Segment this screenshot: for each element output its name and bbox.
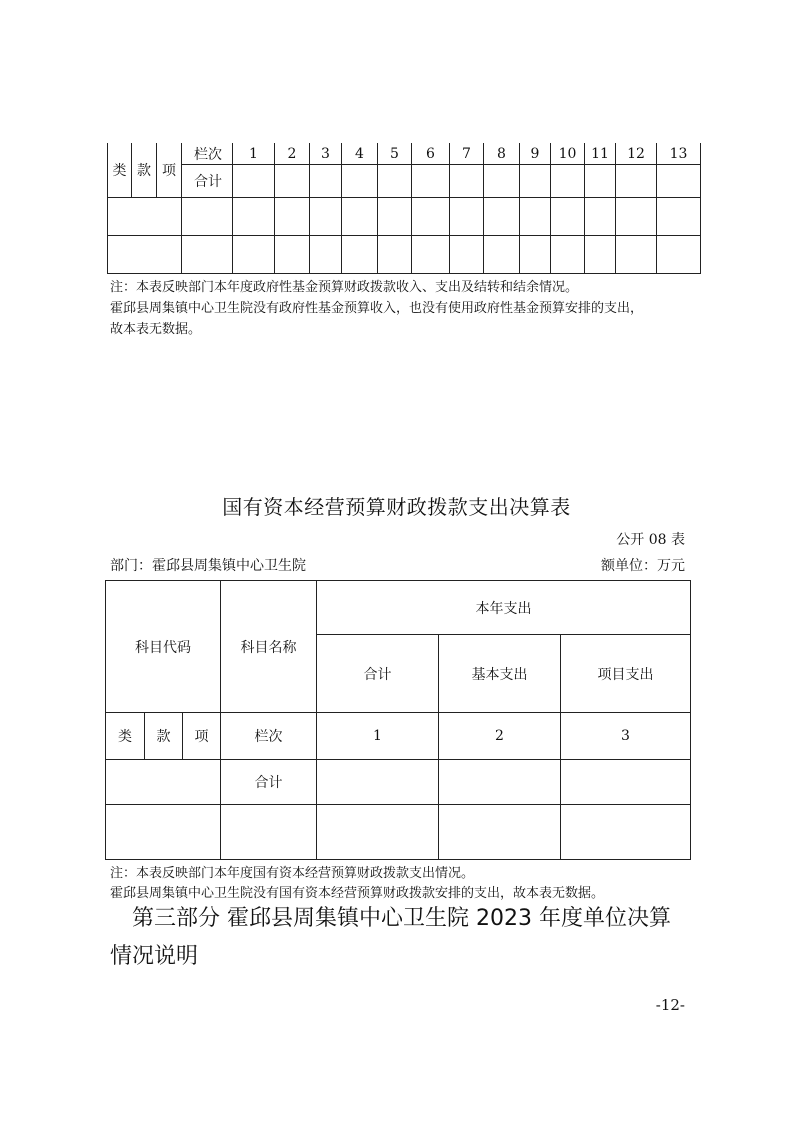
column-index: 10 xyxy=(551,143,585,165)
table-row xyxy=(108,236,701,274)
table-cell xyxy=(378,198,412,236)
section-heading-line: 第三部分 霍邱县周集镇中心卫生院 2023 年度单位决算 xyxy=(132,906,671,931)
table-cell xyxy=(275,236,310,274)
row-header-kuan: 款 xyxy=(132,143,157,198)
table-row xyxy=(108,198,701,236)
table-cell xyxy=(616,198,657,236)
column-index-label: 栏次 xyxy=(221,713,317,760)
table-cell xyxy=(310,236,342,274)
government-fund-table xyxy=(107,143,701,274)
table-cell xyxy=(317,760,439,805)
department-label: 部门：霍邱县周集镇中心卫生院 xyxy=(110,558,306,574)
table-cell xyxy=(520,236,551,274)
column-index: 12 xyxy=(616,143,657,165)
table-cell xyxy=(182,198,233,236)
note-line: 故本表无数据。 xyxy=(110,322,202,337)
table-cell xyxy=(378,165,412,198)
column-index: 3 xyxy=(561,713,691,760)
table-cell xyxy=(342,198,378,236)
table-cell xyxy=(585,165,616,198)
table-cell xyxy=(561,805,691,860)
table-cell xyxy=(317,805,439,860)
table-cell xyxy=(439,805,561,860)
annual-expenditure-header: 本年支出 xyxy=(317,581,691,635)
table-title: 国有资本经营预算财政拨款支出决算表 xyxy=(222,495,571,519)
table-cell xyxy=(551,236,585,274)
project-expenditure-header: 项目支出 xyxy=(561,635,691,713)
table-cell xyxy=(221,805,317,860)
row-header-xiang: 项 xyxy=(183,713,221,760)
table-row xyxy=(106,760,691,805)
table-cell xyxy=(275,165,310,198)
row-header-kuan: 款 xyxy=(145,713,183,760)
table-cell xyxy=(616,165,657,198)
column-index: 2 xyxy=(275,143,310,165)
table-cell xyxy=(585,236,616,274)
basic-expenditure-header: 基本支出 xyxy=(439,635,561,713)
table-cell xyxy=(233,198,275,236)
note-line: 霍邱县周集镇中心卫生院没有国有资本经营预算财政拨款安排的支出，故本表无数据。 xyxy=(110,886,605,901)
row-header-lei: 类 xyxy=(108,143,132,198)
total-label: 合计 xyxy=(221,760,317,805)
table-cell xyxy=(520,198,551,236)
table-cell xyxy=(412,165,450,198)
section-heading xyxy=(110,900,710,976)
note-line: 霍邱县周集镇中心卫生院没有政府性基金预算收入，也没有使用政府性基金预算安排的支出， xyxy=(110,301,644,316)
table-cell xyxy=(342,236,378,274)
column-index: 1 xyxy=(317,713,439,760)
table-cell xyxy=(108,198,182,236)
unit-label: 额单位：万元 xyxy=(601,558,685,574)
table-cell xyxy=(484,198,520,236)
table-cell xyxy=(310,198,342,236)
total-label: 合计 xyxy=(182,165,233,198)
note-line: 注：本表反映部门本年度政府性基金预算财政拨款收入、支出及结转和结余情况。 xyxy=(110,280,579,295)
table-cell xyxy=(106,760,221,805)
table-cell xyxy=(275,198,310,236)
table-cell xyxy=(657,236,701,274)
column-index: 9 xyxy=(520,143,551,165)
table-cell xyxy=(233,236,275,274)
table-cell xyxy=(182,236,233,274)
row-header-lei: 类 xyxy=(106,713,145,760)
column-index: 7 xyxy=(450,143,484,165)
column-index: 11 xyxy=(585,143,616,165)
table-cell xyxy=(657,165,701,198)
form-number: 公开 08 表 xyxy=(616,532,685,548)
table-row xyxy=(106,805,691,860)
table-cell xyxy=(657,198,701,236)
table-cell xyxy=(108,236,182,274)
column-index: 13 xyxy=(657,143,701,165)
subject-name-header: 科目名称 xyxy=(221,581,317,713)
table-cell xyxy=(551,198,585,236)
page-number: -12- xyxy=(655,996,685,1014)
table-cell xyxy=(378,236,412,274)
table-cell xyxy=(450,236,484,274)
column-index-label: 栏次 xyxy=(182,143,233,165)
total-header: 合计 xyxy=(317,635,439,713)
table-cell xyxy=(412,198,450,236)
row-header-xiang: 项 xyxy=(157,143,182,198)
column-index: 4 xyxy=(342,143,378,165)
table-cell xyxy=(233,165,275,198)
table-cell xyxy=(551,165,585,198)
column-index: 8 xyxy=(484,143,520,165)
table-cell xyxy=(106,805,221,860)
table-cell xyxy=(561,760,691,805)
note-line: 注：本表反映部门本年度国有资本经营预算财政拨款支出情况。 xyxy=(110,866,475,881)
table-cell xyxy=(439,760,561,805)
column-index: 5 xyxy=(378,143,412,165)
subject-code-header: 科目代码 xyxy=(106,581,221,713)
table-cell xyxy=(520,165,551,198)
column-index: 1 xyxy=(233,143,275,165)
table-cell xyxy=(484,236,520,274)
table-cell xyxy=(585,198,616,236)
column-index: 2 xyxy=(439,713,561,760)
table-cell xyxy=(412,236,450,274)
column-index: 3 xyxy=(310,143,342,165)
table-cell xyxy=(450,165,484,198)
table-cell xyxy=(450,198,484,236)
table-cell xyxy=(484,165,520,198)
table-cell xyxy=(342,165,378,198)
column-index: 6 xyxy=(412,143,450,165)
table-cell xyxy=(616,236,657,274)
section-heading-line: 情况说明 xyxy=(110,944,199,969)
table-cell xyxy=(310,165,342,198)
state-capital-expenditure-table xyxy=(105,580,691,860)
